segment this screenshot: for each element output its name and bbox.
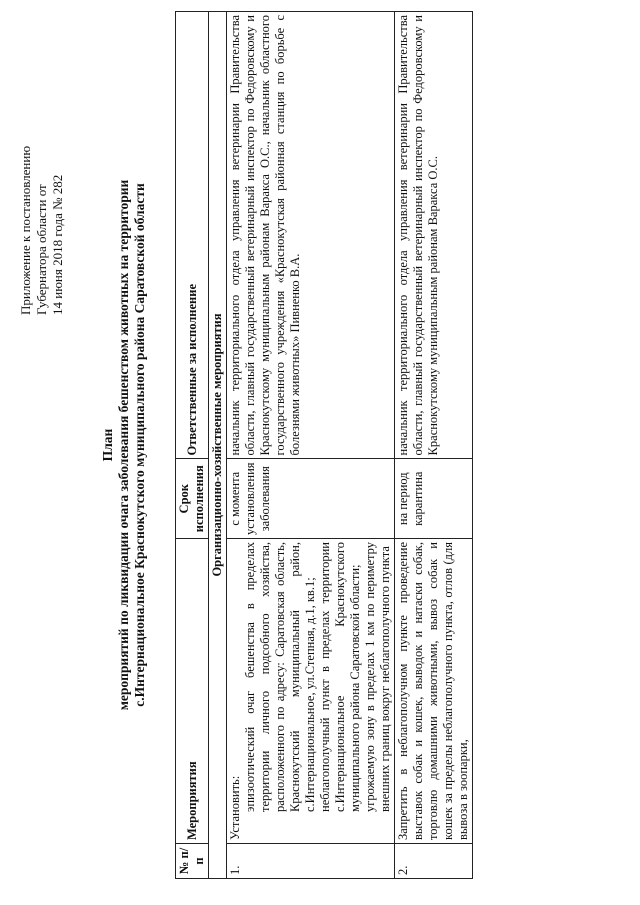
row-1-measure-p1: эпизоотический очаг бешенства в пределах территории личного подсобного хозяйства, расположенного по адресу: Саратовская область, Краснокутский муниципальный район, с.Интернациональное, ул.Степная, д.1, кв.1;: [243, 542, 317, 812]
row-1-measure-p2: неблагополучный пункт в пределах территории с.Интернациональное Краснокутского муниципального района Саратовской области;: [318, 542, 362, 812]
header-term: Срок исполнения: [176, 459, 209, 539]
header-measures: Мероприятия: [176, 539, 209, 844]
header-num: № п/п: [176, 844, 209, 879]
title-line-1: План: [100, 428, 115, 462]
appendix-line-2: Губернатора области от: [34, 184, 49, 315]
section-title: Организационно-хозяйственные мероприятия: [209, 12, 227, 879]
appendix-line-1: Приложение к постановлению: [18, 145, 33, 315]
header-responsible: Ответственные за исполнение: [176, 12, 209, 459]
row-1-responsible: начальник территориального отдела управления ветеринарии Правительства области, главный государственный ветеринарный инспектор по Федоровскому и Краснокутскому муниципальным районам Варакса О.С., начальник областного государственного учреждения «Краснокутская районная станция по борьбе с болезнями животных» Пивненко В.А.: [227, 12, 395, 459]
row-2-term: на период карантина: [395, 459, 473, 539]
section-row: [209, 12, 227, 879]
row-1-term: с момента установления заболевания: [227, 459, 395, 539]
document-title: [100, 45, 148, 845]
measures-table: [175, 11, 473, 879]
appendix-note: [18, 15, 66, 315]
title-line-3: с.Интернациональное Краснокутского муниципального района Саратовской области: [132, 183, 147, 707]
table-row: [395, 12, 473, 879]
row-2-measure: Запретить в неблагополучном пункте проведение выставок собак и кошек, выводок и натаски собак, торговлю домашними животными, вывоз собак и кошек за пределы неблагополучного пункта, отлов (для вывоза в зоопарки,: [395, 539, 473, 844]
row-2-responsible: начальник территориального отдела управления ветеринарии Правительства области, главный государственный ветеринарный инспектор по Федоровскому и Краснокутскому муниципальным районам Варакса О.С.: [395, 12, 473, 459]
row-1-measure-intro: Установить:: [228, 775, 242, 840]
row-1-measure-p3: угрожаемую зону в пределах 1 км по периметру внешних границ вокруг неблагополучного пункта: [363, 542, 392, 812]
table-row: [227, 12, 395, 879]
appendix-line-3: 14 июня 2018 года № 282: [50, 174, 65, 315]
title-line-2: мероприятий по ликвидации очага заболевания бешенством животных на территории: [116, 179, 131, 711]
row-1-measure: [227, 539, 395, 844]
row-2-num: 2.: [395, 844, 473, 879]
row-1-num: 1.: [227, 844, 395, 879]
table-header-row: [176, 12, 209, 879]
